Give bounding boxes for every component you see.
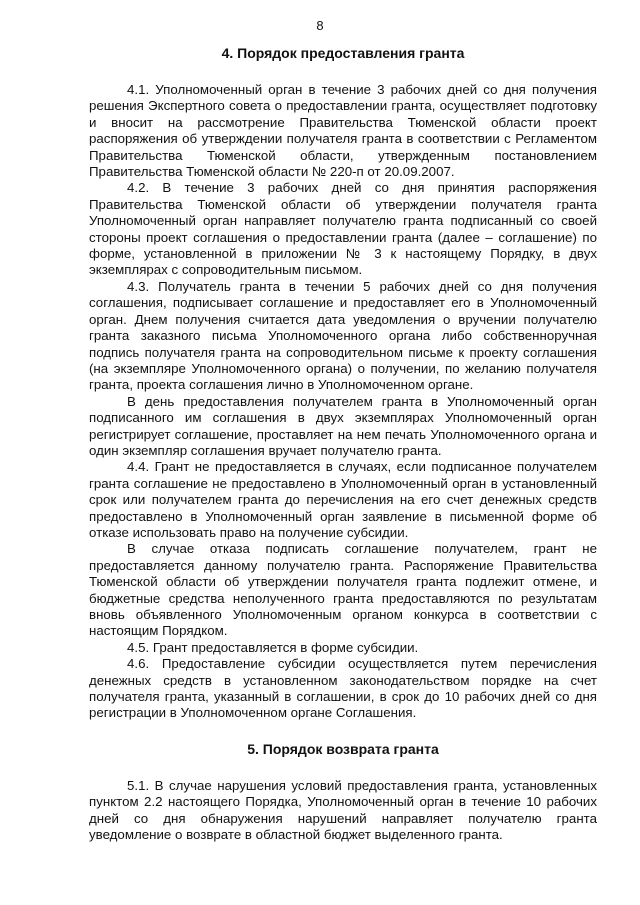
paragraph-4-3: 4.3. Получатель гранта в течении 5 рабочих дней со дня получения соглашения, подписывает соглашение и предоставляет его в Уполномоченный орган. Днем получения считается дата уведомления о вручении получателю гранта заказного письма Уполномоченного органа либо собственноручная подпись получателя гранта на сопроводительном письме к проекту соглашения (на экземпляре Уполномоченного органа) о получении, по желанию получателя гранта, проекта соглашения лично в Уполномоченном органе. xyxy=(89,278,597,393)
paragraph-4-4-refusal: В случае отказа подписать соглашение получателем, грант не предоставляется данному получателю гранта. Распоряжение Правительства Тюменской области об утверждении получателя гранта подлежит отмене, и бюджетные средства неполученного гранта предоставляются по результатам вновь объявленного Уполномоченным органом конкурса в соответствии с настоящим Порядком. xyxy=(89,541,597,639)
paragraph-4-5: 4.5. Грант предоставляется в форме субсидии. xyxy=(127,639,419,655)
paragraph-5-1: 5.1. В случае нарушения условий предоставления гранта, установленных пунктом 2.2 настоящего Порядка, Уполномоченный орган в течение 10 рабочих дней со дня обнаружения нарушений направляет получателю гранта уведомление о возврате в областной бюджет выделенного гранта. xyxy=(89,777,597,843)
page-number: 8 xyxy=(316,18,324,33)
paragraph-4-3-registration: В день предоставления получателем гранта в Уполномоченный орган подписанного им соглашения в двух экземплярах Уполномоченный орган регистрирует соглашение, проставляет на нем печать Уполномоченного органа и один экземпляр соглашения вручает получателю гранта. xyxy=(89,393,597,458)
paragraph-4-6: 4.6. Предоставление субсидии осуществляется путем перечисления денежных средств в установленном законодательством порядке на счет получателя гранта, указанный в соглашении, в срок до 10 рабочих дней со дня регистрации в Уполномоченном органе Соглашения. xyxy=(89,656,597,721)
paragraph-4-1: 4.1. Уполномоченный орган в течение 3 рабочих дней со дня получения решения Экспертного совета о предоставлении гранта, осуществляет подготовку и вносит на рассмотрение Правительства Тюменской области проект распоряжения об утверждении получателя гранта в соответствии с Регламентом Правительства Тюменской области, утвержденным постановлением Правительства Тюменской области № 220-п от 20.09.2007. xyxy=(89,82,597,180)
section-5-heading: 5. Порядок возврата гранта xyxy=(247,740,439,757)
paragraph-4-4: 4.4. Грант не предоставляется в случаях, если подписанное получателем гранта соглашение не предоставлено в Уполномоченный орган в установленный срок или получателем гранта до перечисления на его счет денежных средств предоставлено в Уполномоченный орган заявление в письменной форме об отказе использовать право на получение субсидии. xyxy=(89,459,597,540)
section-4-heading: 4. Порядок предоставления гранта xyxy=(221,45,465,61)
document-body xyxy=(89,44,597,843)
paragraph-4-2: 4.2. В течение 3 рабочих дней со дня принятия распоряжения Правительства Тюменской области об утверждении получателя гранта Уполномоченный орган направляет получателю гранта подписанный со своей стороны проект соглашения о предоставлении гранта (далее – соглашение) по форме, установленной в приложении № 3 к настоящему Порядку, в двух экземплярах с сопроводительным письмом. xyxy=(89,180,597,278)
